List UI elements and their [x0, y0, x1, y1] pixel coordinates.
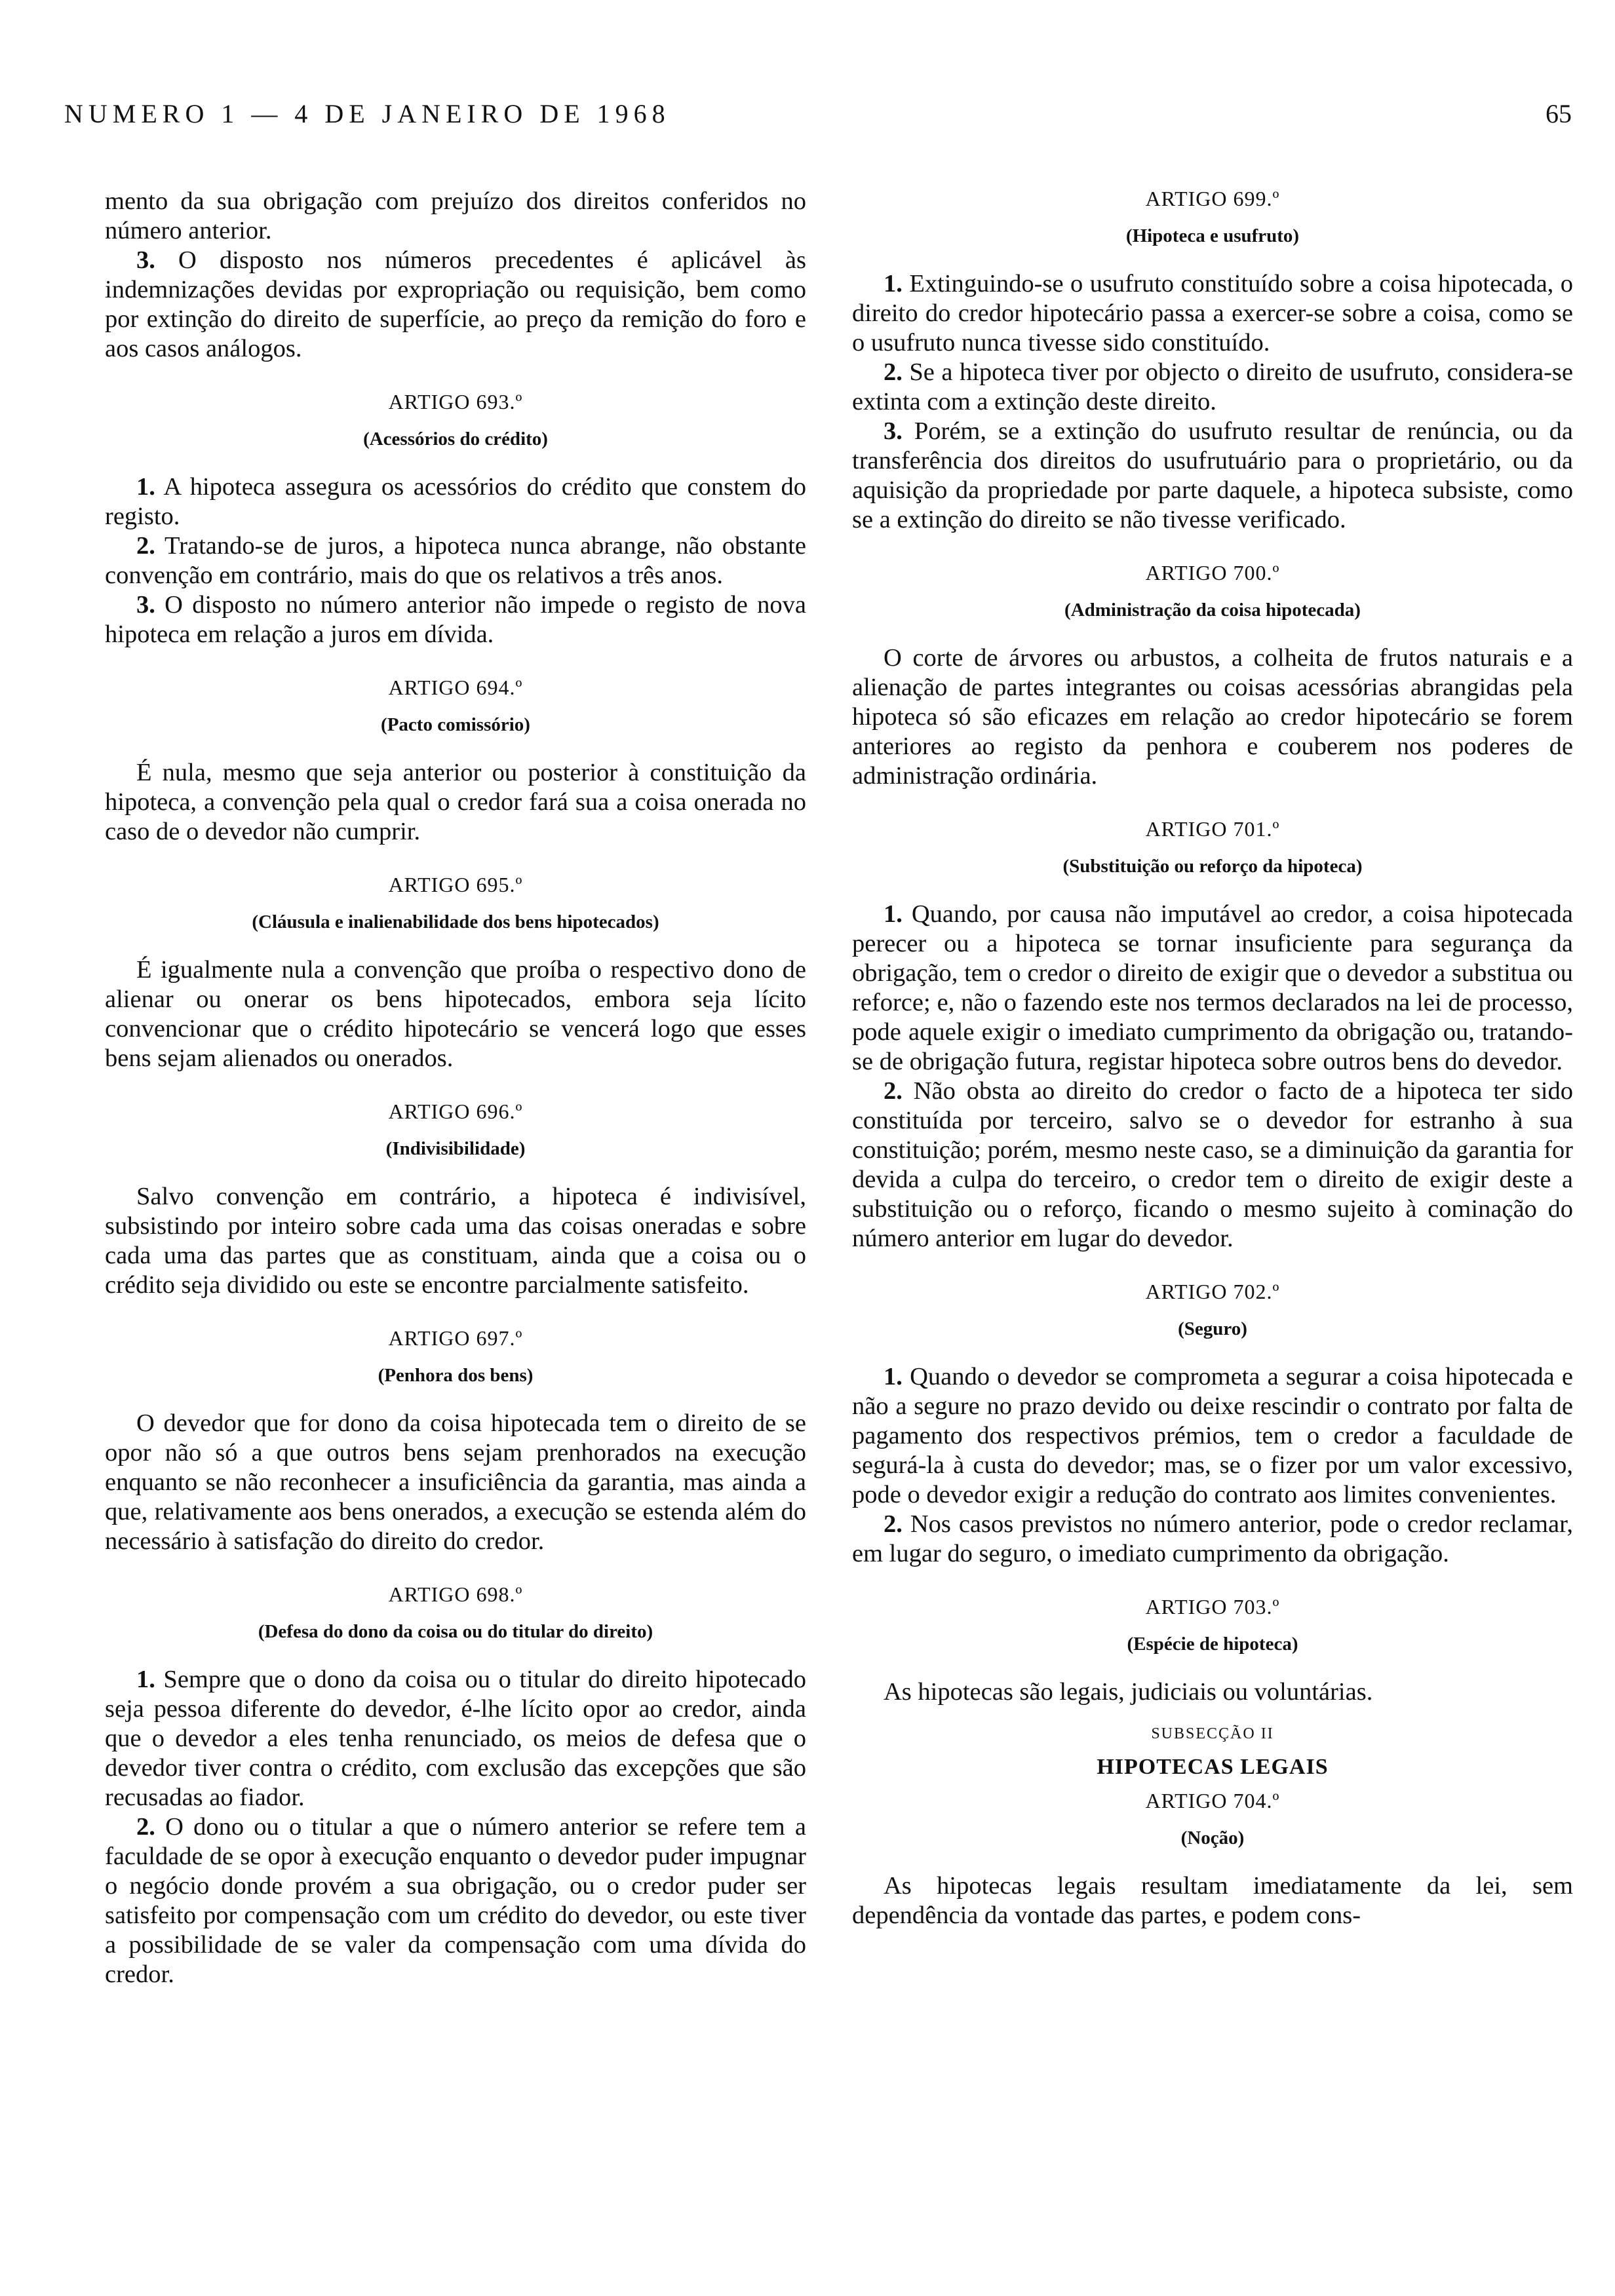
paragraph	[105, 590, 806, 649]
paragraph: É nula, mesmo que seja anterior ou posterior à constituição da hipoteca, a convenção pela qual o credor fará sua a coisa onerada no caso de o devedor não cumprir.	[105, 759, 806, 845]
article-epigraph: (Cláusula e inalienabilidade dos bens hipotecados)	[252, 911, 659, 932]
article-title: ARTIGO 700.º	[1145, 561, 1280, 584]
article-701	[852, 817, 1573, 1253]
paragraph	[105, 1812, 806, 1989]
article-695	[105, 873, 806, 1073]
item-number: 3.	[136, 246, 155, 274]
paragraph	[852, 269, 1573, 358]
article-epigraph: (Acessórios do crédito)	[363, 429, 548, 450]
article-epigraph: (Substituição ou reforço da hipoteca)	[1062, 856, 1363, 877]
article-title: ARTIGO 695.º	[388, 873, 523, 896]
article-696	[105, 1100, 806, 1300]
article-epigraph: (Seguro)	[1178, 1318, 1247, 1339]
paragraph	[852, 358, 1573, 417]
article-697	[105, 1326, 806, 1556]
article-epigraph: (Noção)	[1180, 1827, 1245, 1848]
article-693	[105, 390, 806, 649]
paragraph	[852, 1077, 1573, 1253]
right-column	[852, 187, 1573, 1930]
item-number: 1.	[884, 270, 903, 297]
item-number: 2.	[884, 358, 903, 386]
item-text: Extinguindo-se o usufruto constituído sobre a coisa hipotecada, o direito do credor hipotecário passa a exercer-se sobre a coisa, como se o usufruto nunca tivesse sido constituído.	[852, 270, 1573, 356]
article-700	[852, 561, 1573, 791]
article-epigraph: (Administração da coisa hipotecada)	[1064, 600, 1361, 621]
paragraph	[852, 1510, 1573, 1569]
item-text: O dono ou o titular a que o número anterior se refere tem a faculdade de se opor à execução enquanto o devedor puder impugnar o negócio donde provém a sua obrigação, ou o credor puder ser satisfeito por compensação com um crédito do devedor, ou este tiver a possibilidade de se valer da compensação com uma dívida do credor.	[105, 1813, 806, 1988]
item-number: 1.	[884, 900, 903, 928]
paragraph: O corte de árvores ou arbustos, a colheita de frutos naturais e a alienação de partes integrantes ou coisas acessórias abrangidas pela hipoteca só são eficazes em relação ao credor hipotecário se forem anteriores ao registo da penhora e couberem nos poderes de administração ordinária.	[852, 644, 1573, 790]
paragraph	[105, 531, 806, 590]
article-epigraph: (Defesa do dono da coisa ou do titular do direito)	[258, 1621, 653, 1642]
item-text: Não obsta ao direito do credor o facto de a hipoteca ter sido constituída por terceiro, salvo se o devedor for estranho à sua constituição; porém, mesmo neste caso, se a diminuição da garantia for devida a culpa do terceiro, o credor tem o direito de exigir deste a substituição ou o reforço, ficando o mesmo sujeito à cominação do número anterior em lugar do devedor.	[852, 1077, 1573, 1252]
running-title: NUMERO 1 — 4 DE JANEIRO DE 1968	[64, 99, 671, 128]
paragraph: As hipotecas legais resultam imediatamente da lei, sem dependência da vontade das partes, e podem cons-	[852, 1872, 1573, 1929]
item-text: A hipoteca assegura os acessórios do crédito que constem do registo.	[105, 473, 806, 530]
article-title: ARTIGO 703.º	[1145, 1595, 1280, 1618]
paragraph: É igualmente nula a convenção que proíba o respectivo dono de alienar ou onerar os bens hipotecados, embora seja lícito convencionar que o crédito hipotecário se vencerá logo que esses bens sejam alienados ou onerados.	[105, 956, 806, 1072]
paragraph	[105, 1665, 806, 1812]
item-number: 2.	[136, 532, 155, 560]
item-number: 2.	[884, 1077, 903, 1105]
article-699	[852, 187, 1573, 535]
left-column	[105, 187, 806, 1989]
article-title: ARTIGO 699.º	[1145, 187, 1280, 210]
paragraph	[852, 1362, 1573, 1510]
item-number: 3.	[884, 417, 903, 445]
article-704	[852, 1789, 1573, 1930]
article-epigraph: (Indivisibilidade)	[385, 1138, 526, 1159]
article-title: ARTIGO 697.º	[388, 1326, 523, 1350]
subsection-label: SUBSECÇÃO II	[1151, 1725, 1274, 1742]
item-text: Sempre que o dono da coisa ou o titular do direito hipotecado seja pessoa diferente do devedor, é-lhe lícito opor ao credor, ainda que o devedor a eles tenha renunciado, os meios de defesa que o devedor tiver contra o crédito, com exclusão das excepções que são recusadas ao fiador.	[105, 1666, 806, 1811]
article-epigraph: (Pacto comissório)	[381, 714, 530, 735]
page-number: 65	[1546, 99, 1572, 128]
item-text: O disposto no número anterior não impede o registo de nova hipoteca em relação a juros em dívida.	[105, 591, 806, 648]
article-epigraph: (Espécie de hipoteca)	[1127, 1634, 1298, 1655]
item-number: 3.	[136, 591, 155, 619]
item-number: 1.	[136, 473, 155, 501]
item-number: 1.	[136, 1666, 155, 1693]
item-text: O disposto nos números precedentes é aplicável às indemnizações devidas por expropriação ou requisição, bem como por extinção do direito de superfície, ao preço da remição do foro e aos casos análogos.	[105, 246, 806, 362]
item-number: 2.	[884, 1510, 903, 1538]
article-694	[105, 676, 806, 847]
article-title: ARTIGO 693.º	[388, 390, 523, 413]
paragraph: O devedor que for dono da coisa hipotecada tem o direito de se opor não só a que outros bens sejam prenhorados na execução enquanto se não reconhecer a insuficiência da garantia, mas ainda a que, relativamente aos bens onerados, a execução se estenda além do necessário à satisfação do direito do credor.	[105, 1409, 806, 1555]
article-title: ARTIGO 701.º	[1145, 817, 1280, 841]
item-text: Nos casos previstos no número anterior, pode o credor reclamar, em lugar do seguro, o imediato cumprimento da obrigação.	[852, 1510, 1573, 1567]
paragraph	[105, 472, 806, 531]
section-heading: HIPOTECAS LEGAIS	[1097, 1755, 1329, 1779]
item-text: Porém, se a extinção do usufruto resultar de renúncia, ou da transferência dos direitos do usufrutuário para o proprietário, ou da aquisição da propriedade por parte daquele, a hipoteca subsiste, como se a extinção do direito se não tivesse verificado.	[852, 417, 1573, 533]
article-702	[852, 1280, 1573, 1569]
continuation-paragraph: mento da sua obrigação com prejuízo dos direitos conferidos no número anterior.	[105, 187, 806, 244]
item-number: 1.	[884, 1363, 903, 1390]
article-title: ARTIGO 696.º	[388, 1100, 523, 1123]
paragraph	[852, 417, 1573, 535]
article-title: ARTIGO 694.º	[388, 676, 523, 699]
paragraph	[852, 900, 1573, 1077]
article-703	[852, 1595, 1573, 1707]
item-text: Tratando-se de juros, a hipoteca nunca abrange, não obstante convenção em contrário, mais do que os relativos a três anos.	[105, 532, 806, 589]
paragraph: As hipotecas são legais, judiciais ou voluntárias.	[884, 1678, 1373, 1706]
article-698	[105, 1582, 806, 1989]
page-header	[64, 98, 1572, 138]
item-text: Quando o devedor se comprometa a segurar a coisa hipotecada e não a segure no prazo devido ou deixe rescindir o contrato por falta de pagamento dos respectivos prémios, tem o credor a faculdade de segurá-la à custa do devedor; mas, se o fizer por um valor excessivo, pode o devedor exigir a redução do contrato aos limites convenientes.	[852, 1363, 1573, 1508]
article-title: ARTIGO 702.º	[1145, 1280, 1280, 1303]
article-epigraph: (Hipoteca e usufruto)	[1125, 225, 1300, 246]
item-text: Quando, por causa não imputável ao credor, a coisa hipotecada perecer ou a hipoteca se tornar insuficiente para segurança da obrigação, tem o credor o direito de exigir que o devedor a substitua ou reforce; e, não o fazendo este nos termos declarados na lei de processo, pode aquele exigir o imediato cumprimento da obrigação ou, tratando-se de obrigação futura, registar hipoteca sobre outros bens do devedor.	[852, 900, 1573, 1075]
article-epigraph: (Penhora dos bens)	[378, 1365, 534, 1386]
paragraph: Salvo convenção em contrário, a hipoteca é indivisível, subsistindo por inteiro sobre cada uma das coisas oneradas e sobre cada uma das partes que as constituam, ainda que a coisa ou o crédito seja dividido ou este se encontre parcialmente satisfeito.	[105, 1183, 806, 1299]
article-title: ARTIGO 704.º	[1145, 1789, 1280, 1812]
item-number: 2.	[136, 1813, 155, 1841]
item-text: Se a hipoteca tiver por objecto o direito de usufruto, considera-se extinta com a extinção deste direito.	[852, 358, 1573, 415]
paragraph	[105, 246, 806, 364]
article-title: ARTIGO 698.º	[388, 1582, 523, 1606]
